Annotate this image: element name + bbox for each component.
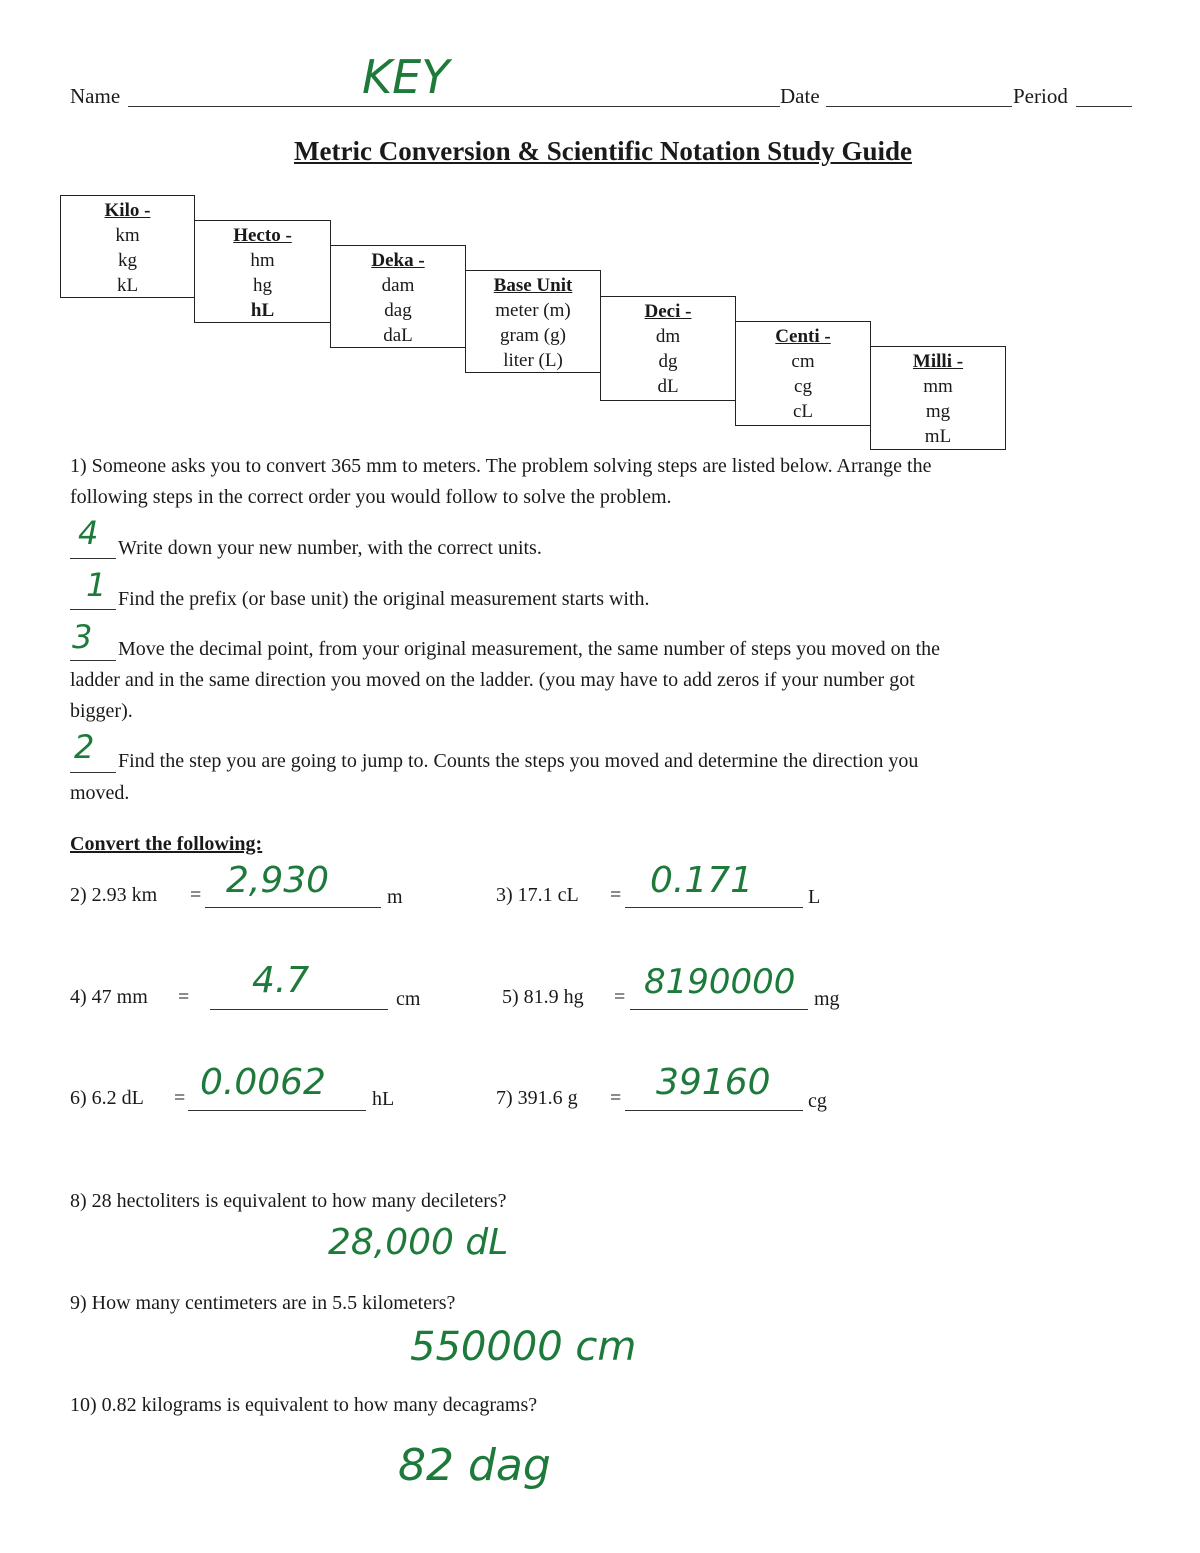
ladder-unit: dg: [658, 351, 678, 372]
name-line[interactable]: [128, 106, 780, 107]
q1-prompt-line1: 1) Someone asks you to convert 365 mm to meters. The problem solving steps are listed below. Arrange the: [70, 455, 932, 477]
ladder-prefix: Kilo -: [104, 200, 151, 221]
ladder-unit: dam: [381, 275, 415, 296]
conversion-question: 7) 391.6 g: [496, 1087, 578, 1109]
equals-sign: =: [178, 986, 190, 1008]
ladder-unit: hL: [250, 300, 275, 321]
period-line[interactable]: [1076, 106, 1132, 107]
conversion-answer-blank[interactable]: [625, 907, 803, 908]
word-problem-question: 10) 0.82 kilograms is equivalent to how many decagrams?: [70, 1394, 538, 1416]
step-answer: 4: [78, 514, 99, 552]
ladder-step-kilo: [60, 195, 195, 298]
step-text: Move the decimal point, from your original measurement, the same number of steps you moved on the: [118, 638, 941, 660]
date-label: Date: [780, 84, 820, 108]
word-problem-answer: 28,000 dL: [328, 1222, 509, 1263]
step-answer-blank[interactable]: [70, 660, 116, 661]
conversion-unit: cm: [396, 988, 421, 1010]
step-answer-blank[interactable]: [70, 609, 116, 610]
ladder-unit: kL: [116, 275, 139, 296]
conversion-unit: m: [387, 886, 403, 908]
conversion-answer: 4.7: [252, 960, 310, 1001]
ladder-unit: hm: [250, 250, 275, 271]
name-label: Name: [70, 84, 121, 108]
ladder-unit: cg: [794, 376, 812, 397]
ladder-prefix: Milli -: [912, 351, 964, 372]
equals-sign: =: [614, 986, 626, 1008]
ladder-prefix: Deci -: [644, 301, 692, 322]
conversion-answer-blank[interactable]: [625, 1110, 803, 1111]
conversion-answer-blank[interactable]: [630, 1009, 808, 1010]
convert-heading: Convert the following:: [70, 833, 263, 855]
conversion-question: 6) 6.2 dL: [70, 1087, 144, 1109]
conversion-answer: 39160: [656, 1062, 771, 1103]
ladder-step-base: [465, 270, 601, 373]
step-answer: 2: [74, 728, 95, 766]
conversion-question: 3) 17.1 cL: [496, 884, 579, 906]
conversion-unit: cg: [808, 1090, 827, 1112]
conversion-answer: 0.171: [650, 860, 754, 901]
step-answer-blank[interactable]: [70, 772, 116, 773]
word-problem-answer: 82 dag: [398, 1440, 551, 1491]
ladder-unit: dm: [655, 326, 681, 347]
step-text: Find the step you are going to jump to. Counts the steps you moved and determine the direction you: [118, 750, 919, 772]
step-text-continued: ladder and in the same direction you moved on the ladder. (you may have to add zeros if your number got: [70, 669, 915, 691]
conversion-unit: L: [808, 886, 821, 908]
conversion-answer: 0.0062: [200, 1062, 326, 1103]
page-title: Metric Conversion & Scientific Notation Study Guide: [294, 136, 912, 166]
ladder-unit: mL: [924, 426, 952, 447]
ladder-unit: dag: [384, 300, 412, 321]
conversion-answer-blank[interactable]: [188, 1110, 366, 1111]
step-answer: 3: [72, 618, 93, 656]
step-text: Write down your new number, with the correct units.: [118, 537, 542, 559]
ladder-step-hecto: [194, 220, 331, 323]
equals-sign: =: [190, 884, 202, 906]
conversion-question: 2) 2.93 km: [70, 884, 158, 906]
ladder-step-deka: [330, 245, 466, 348]
equals-sign: =: [610, 1087, 622, 1109]
q1-prompt-line2: following steps in the correct order you would follow to solve the problem.: [70, 486, 672, 508]
equals-sign: =: [610, 884, 622, 906]
conversion-question: 5) 81.9 hg: [502, 986, 584, 1008]
ladder-unit: hg: [253, 275, 272, 296]
conversion-answer: 2,930: [226, 860, 330, 901]
ladder-step-centi: [735, 321, 871, 426]
conversion-answer: 8190000: [644, 962, 796, 1002]
conversion-question: 4) 47 mm: [70, 986, 148, 1008]
step-text: Find the prefix (or base unit) the original measurement starts with.: [118, 588, 650, 610]
ladder-step-milli: [870, 346, 1006, 450]
ladder-unit: dL: [657, 376, 679, 397]
ladder-unit: cm: [791, 351, 815, 372]
date-line[interactable]: [826, 106, 1012, 107]
ladder-unit: mg: [925, 401, 951, 422]
step-answer-blank[interactable]: [70, 558, 116, 559]
equals-sign: =: [174, 1087, 186, 1109]
ladder-unit: km: [115, 225, 140, 246]
conversion-unit: mg: [814, 988, 840, 1010]
ladder-prefix: Centi -: [775, 326, 831, 347]
ladder-unit: mm: [923, 376, 953, 397]
step-answer: 1: [86, 566, 107, 604]
conversion-unit: hL: [372, 1088, 395, 1110]
conversion-answer-blank[interactable]: [205, 907, 381, 908]
ladder-prefix: Base Unit: [493, 275, 573, 296]
word-problem-question: 8) 28 hectoliters is equivalent to how many decileters?: [70, 1190, 507, 1212]
ladder-unit: cL: [792, 401, 814, 422]
ladder-unit: liter (L): [503, 350, 563, 371]
name-value: KEY: [362, 50, 450, 104]
word-problem-answer: 550000 cm: [410, 1324, 637, 1370]
step-text-continued: moved.: [70, 782, 130, 804]
step-text-continued: bigger).: [70, 700, 133, 722]
ladder-unit: gram (g): [500, 325, 566, 346]
period-label: Period: [1013, 84, 1068, 108]
ladder-unit: meter (m): [495, 300, 571, 321]
ladder-step-deci: [600, 296, 736, 401]
ladder-prefix: Deka -: [371, 250, 425, 271]
ladder-unit: kg: [118, 250, 137, 271]
ladder-prefix: Hecto -: [233, 225, 292, 246]
conversion-answer-blank[interactable]: [210, 1009, 388, 1010]
word-problem-question: 9) How many centimeters are in 5.5 kilometers?: [70, 1292, 456, 1314]
ladder-unit: daL: [383, 325, 413, 346]
